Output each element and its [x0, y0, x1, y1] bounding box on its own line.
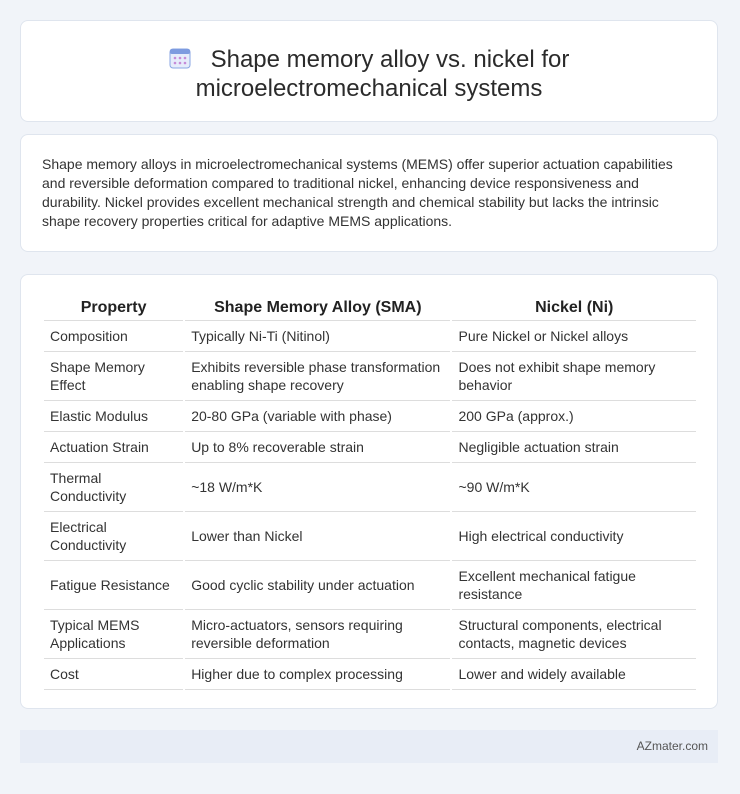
table-cell: Excellent mechanical fatigue resistance — [452, 561, 696, 610]
comparison-card — [20, 274, 718, 709]
footer-brand: AZmater.com — [636, 739, 708, 753]
table-row — [44, 321, 696, 352]
table-cell: Elastic Modulus — [44, 401, 183, 432]
table-cell: 20-80 GPa (variable with phase) — [185, 401, 450, 432]
table-row — [44, 610, 696, 659]
table-cell: Typical MEMS Applications — [44, 610, 183, 659]
column-header: Property — [44, 295, 183, 321]
table-cell: Electrical Conductivity — [44, 512, 183, 561]
table-cell: Composition — [44, 321, 183, 352]
page-title — [21, 45, 717, 103]
intro-card — [20, 134, 718, 252]
table-cell: Actuation Strain — [44, 432, 183, 463]
title-card — [20, 20, 718, 122]
calendar-grid-icon — [169, 47, 191, 69]
table-cell: Lower than Nickel — [185, 512, 450, 561]
table-cell: Lower and widely available — [452, 659, 696, 690]
table-cell: Good cyclic stability under actuation — [185, 561, 450, 610]
table-cell: Micro-actuators, sensors requiring reversible deformation — [185, 610, 450, 659]
column-header: Shape Memory Alloy (SMA) — [185, 295, 450, 321]
table-cell: Pure Nickel or Nickel alloys — [452, 321, 696, 352]
table-cell: Negligible actuation strain — [452, 432, 696, 463]
table-header-row — [44, 295, 696, 321]
title-line-1: Shape memory alloy vs. nickel for — [210, 46, 570, 73]
table-cell: Fatigue Resistance — [44, 561, 183, 610]
table-cell: ~18 W/m*K — [185, 463, 450, 512]
title-line-2: microelectromechanical systems — [195, 75, 543, 102]
table-row — [44, 432, 696, 463]
column-header: Nickel (Ni) — [452, 295, 696, 321]
table-cell: 200 GPa (approx.) — [452, 401, 696, 432]
table-row — [44, 561, 696, 610]
table-cell: Does not exhibit shape memory behavior — [452, 352, 696, 401]
table-cell: Typically Ni-Ti (Nitinol) — [185, 321, 450, 352]
table-cell: Shape Memory Effect — [44, 352, 183, 401]
table-cell: Higher due to complex processing — [185, 659, 450, 690]
table-cell: Exhibits reversible phase transformation enabling shape recovery — [185, 352, 450, 401]
table-row — [44, 352, 696, 401]
table-cell: Structural components, electrical contacts, magnetic devices — [452, 610, 696, 659]
table-cell: Thermal Conductivity — [44, 463, 183, 512]
table-cell: High electrical conductivity — [452, 512, 696, 561]
table-row — [44, 401, 696, 432]
footer — [20, 730, 718, 763]
table-row — [44, 512, 696, 561]
table-row — [44, 463, 696, 512]
comparison-table — [42, 295, 698, 690]
intro-paragraph: Shape memory alloys in microelectromechanical systems (MEMS) offer superior actuation capabilities and reversible deformation compared to traditional nickel, enhancing device responsiveness and durability. Nickel provides excellent mechanical strength and chemical stability but lacks the intrinsic shape recovery properties critical for adaptive MEMS applications. — [42, 156, 673, 229]
table-cell: Up to 8% recoverable strain — [185, 432, 450, 463]
table-row — [44, 659, 696, 690]
table-cell: Cost — [44, 659, 183, 690]
table-cell: ~90 W/m*K — [452, 463, 696, 512]
